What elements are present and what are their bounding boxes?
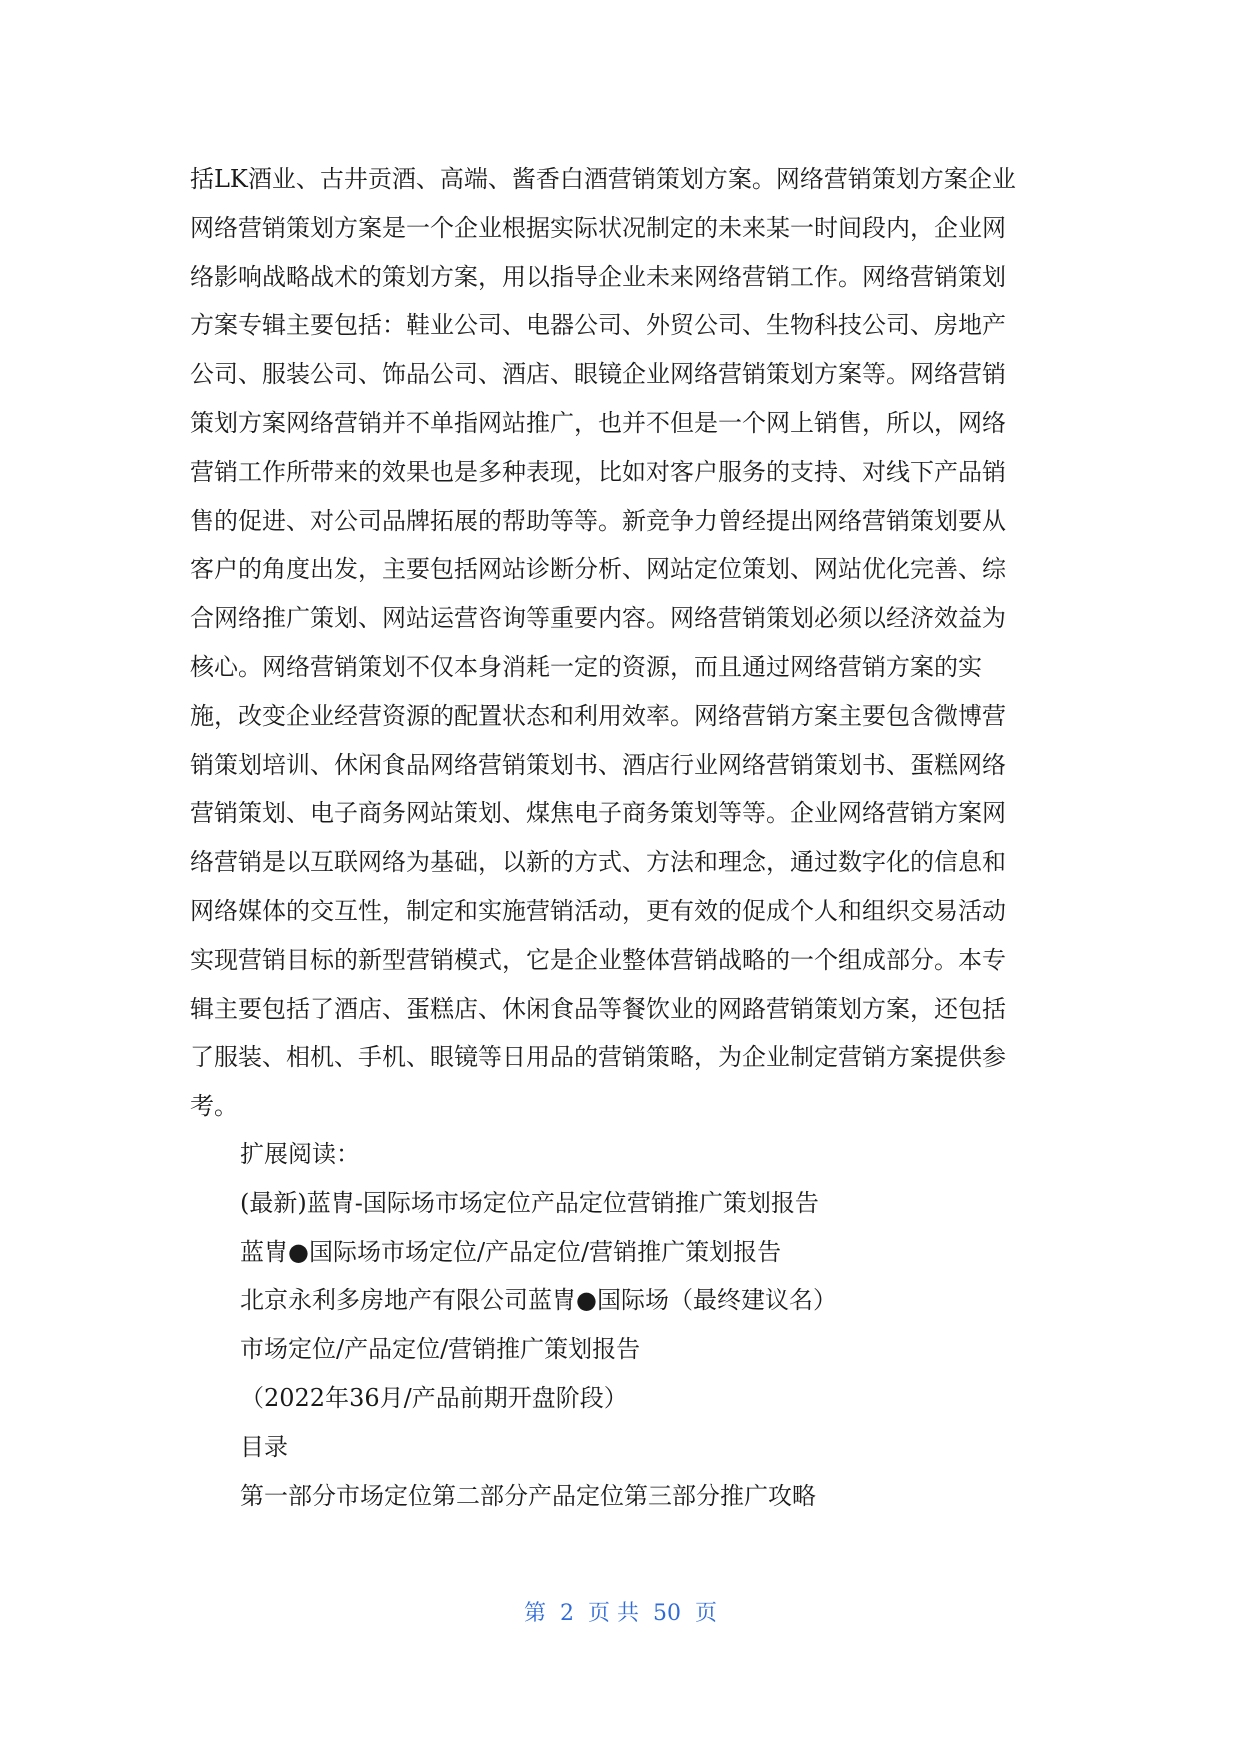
body-line: 策划方案网络营销并不单指网站推广，也并不但是一个网上销售，所以，网络	[190, 408, 1006, 437]
body-line: 辑主要包括了酒店、蛋糕店、休闲食品等餐饮业的网路营销策划方案，还包括	[190, 994, 1006, 1023]
body-line: 公司、服装公司、饰品公司、酒店、眼镜企业网络营销策划方案等。网络营销	[190, 360, 1006, 389]
body-line: 合网络推广策划、网站运营咨询等重要内容。网络营销策划必须以经济效益为	[190, 604, 1006, 633]
body-line: 营销策划、电子商务网站策划、煤焦电子商务策划等等。企业网络营销方案网	[190, 799, 1006, 828]
body-line: 络营销是以互联网络为基础，以新的方式、方法和理念，通过数字化的信息和	[190, 848, 1006, 877]
body-line: 客户的角度出发，主要包括网站诊断分析、网站定位策划、网站优化完善、综	[190, 555, 1006, 584]
extended-reading-label: 扩展阅读：	[240, 1140, 360, 1168]
extended-reading-line: 目录	[240, 1432, 288, 1461]
extended-reading-line: (最新)蓝冑-国际场市场定位产品定位营销推广策划报告	[240, 1188, 819, 1217]
body-line: 施，改变企业经营资源的配置状态和利用效率。网络营销方案主要包含微博营	[190, 701, 1006, 730]
body-line: 实现营销目标的新型营销模式，它是企业整体营销战略的一个组成部分。本专	[190, 945, 1006, 974]
body-line: 售的促进、对公司品牌拓展的帮助等等。新竞争力曾经提出网络营销策划要从	[190, 506, 1006, 535]
extended-reading-line: （2022年36月/产品前期开盘阶段）	[240, 1383, 628, 1412]
body-line: 括LK酒业、古井贡酒、高端、酱香白酒营销策划方案。网络营销策划方案企业	[190, 165, 1016, 193]
body-line: 销策划培训、休闲食品网络营销策划书、酒店行业网络营销策划书、蛋糕网络	[190, 750, 1006, 779]
body-line: 了服装、相机、手机、眼镜等日用品的营销策略，为企业制定营销方案提供参	[190, 1043, 1006, 1072]
extended-reading	[240, 1130, 1060, 1520]
body-line: 网络营销策划方案是一个企业根据实际状况制定的未来某一时间段内，企业网	[190, 213, 1006, 242]
body-line: 方案专辑主要包括：鞋业公司、电器公司、外贸公司、生物科技公司、房地产	[190, 311, 1006, 340]
body-line: 营销工作所带来的效果也是多种表现，比如对客户服务的支持、对线下产品销	[190, 457, 1006, 486]
extended-reading-line: 北京永利多房地产有限公司蓝冑●国际场（最终建议名）	[240, 1286, 837, 1315]
page-number-footer: 第 2 页 共 50 页	[524, 1601, 717, 1626]
body-line: 网络媒体的交互性，制定和实施营销活动，更有效的促成个人和组织交易活动	[190, 896, 1006, 925]
extended-reading-line: 第一部分市场定位第二部分产品定位第三部分推广攻略	[240, 1481, 816, 1510]
body-line: 考。	[190, 1092, 238, 1121]
body-line: 核心。网络营销策划不仅本身消耗一定的资源，而且通过网络营销方案的实	[190, 652, 982, 681]
extended-reading-line: 蓝冑●国际场市场定位/产品定位/营销推广策划报告	[240, 1237, 782, 1266]
body-line: 络影响战略战术的策划方案，用以指导企业未来网络营销工作。网络营销策划	[190, 262, 1006, 291]
body-text	[190, 155, 1070, 1131]
extended-reading-line: 市场定位/产品定位/营销推广策划报告	[240, 1335, 641, 1364]
